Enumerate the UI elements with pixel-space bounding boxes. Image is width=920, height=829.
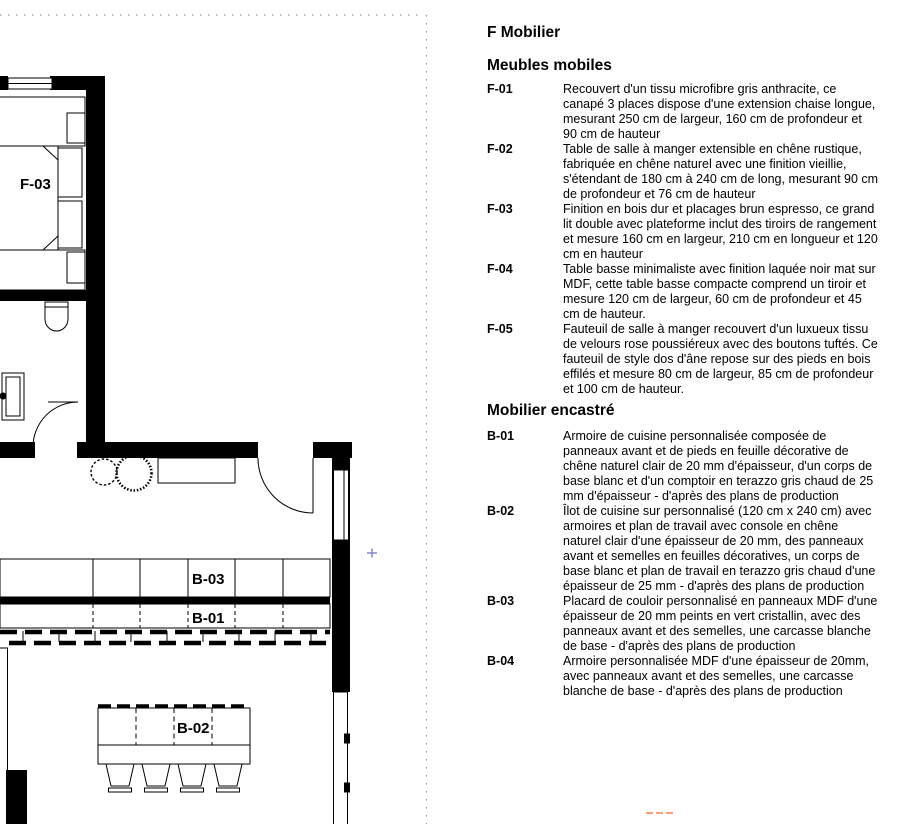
spec-item-f02	[487, 142, 893, 202]
meubles-mobiles-list	[487, 82, 893, 397]
spec-item-f01	[487, 82, 893, 142]
spec-item-f05	[487, 322, 893, 397]
stool	[106, 764, 134, 786]
legend-title: F Mobilier	[487, 24, 561, 41]
spec-code: F-03	[487, 202, 513, 216]
bath-door-arc	[33, 402, 78, 447]
window-mullion-1	[345, 734, 350, 743]
spec-description: Fauteuil de salle à manger recouvert d'un luxueux tissu de velours rose poussiéreux avec des boutons tuftés. Ce fauteuil de style dos d'âne repose sur des pieds en bois effilés et mesure 80 cm de largeur, 85 cm de profondeur et 100 cm de hauteur.	[563, 322, 878, 396]
sink-faucet	[0, 393, 6, 399]
stool-base	[181, 788, 204, 792]
dresser-inner	[67, 113, 85, 143]
wall-bath-divider	[0, 290, 86, 301]
nightstand-bottom	[58, 201, 82, 248]
spec-code: B-04	[487, 654, 515, 668]
legend-panel	[487, 0, 893, 699]
spec-description: Recouvert d'un tissu microfibre gris anthracite, ce canapé 3 places dispose d'une extension chaise longue, mesurant 250 cm de largeur, 160 cm de profondeur et 90 cm de hauteur	[563, 82, 876, 141]
wall-top-stub	[0, 76, 8, 90]
spec-item-b01	[487, 429, 893, 504]
bed-foot-inner	[67, 252, 85, 283]
spec-item-b02	[487, 504, 893, 594]
counter-label: B-01	[192, 610, 225, 627]
mobilier-encastre-list	[487, 429, 893, 699]
nightstand-top	[58, 148, 82, 197]
sink-basin	[6, 377, 20, 416]
spec-code: F-05	[487, 322, 513, 336]
corridor	[91, 456, 313, 514]
stool	[214, 764, 242, 786]
island-worktop	[98, 745, 250, 764]
spec-description: Finition en bois dur et placages brun espresso, ce grand lit double avec plateforme inclut des tiroirs de rangement et mesure 160 cm en largeur, 210 cm en longueur et 120 cm en hauteur	[563, 202, 878, 261]
spec-code: B-03	[487, 594, 515, 608]
wall-bottom-left	[6, 770, 27, 824]
stool-base	[145, 788, 168, 792]
wall-corridor-top	[77, 442, 258, 458]
spec-item-f03	[487, 202, 893, 262]
spec-code: B-02	[487, 504, 515, 518]
spec-item-f04	[487, 262, 893, 322]
bed-label: F-03	[20, 176, 51, 193]
spec-description: Armoire personnalisée MDF d'une épaisseur de 20mm, avec panneaux avant et des semelles, une carcasse blanche de base - d'après des plans de production	[563, 654, 869, 698]
closet-label: B-03	[192, 571, 225, 588]
island-label: B-02	[177, 720, 210, 737]
spec-code: F-02	[487, 142, 513, 156]
plant-icon	[91, 459, 117, 485]
kitchen-island	[98, 706, 250, 792]
toilet	[45, 302, 68, 331]
corridor-door-arc	[258, 458, 313, 513]
spec-description: Table de salle à manger extensible en chêne rustique, fabriquée en chêne naturel avec une finition vieillie, s'étendant de 180 cm à 240 cm de long, mesurant 90 cm de profondeur et 76 cm de hauteur	[563, 142, 879, 201]
window-mullion-2	[345, 783, 350, 792]
spec-code: B-01	[487, 429, 515, 443]
bed	[0, 146, 58, 250]
plant-icon	[117, 456, 152, 491]
window-right-upper	[334, 470, 349, 540]
orange-dash-marker	[646, 812, 673, 814]
bedroom-furniture	[0, 97, 85, 290]
stool-base	[109, 788, 132, 792]
closet-outline	[0, 559, 330, 597]
kitchen-counter	[0, 604, 330, 643]
spec-code: F-04	[487, 262, 513, 276]
cursor-cross-icon	[367, 549, 377, 558]
stool	[178, 764, 206, 786]
spec-item-b04	[487, 654, 893, 699]
section-heading-meubles-mobiles: Meubles mobiles	[487, 57, 612, 74]
bathroom-fixtures	[0, 302, 78, 447]
spec-code: F-01	[487, 82, 513, 96]
stool-base	[217, 788, 240, 792]
wall-vertical-main	[86, 88, 105, 458]
stool	[142, 764, 170, 786]
wall-top	[50, 76, 105, 90]
closet-row	[0, 559, 330, 597]
counter-outline	[0, 604, 330, 628]
wall-bath-bottom	[0, 442, 35, 458]
spec-description: Placard de couloir personnalisé en panneaux MDF d'une épaisseur de 20 mm peints en vert cristallin, avec des panneaux avant et des semelles, une carcasse blanche de base - d'après des plans de production	[563, 594, 878, 653]
spec-description: Armoire de cuisine personnalisée composée de panneaux avant et de pieds en feuille décorative de chêne naturel clair de 20 mm d'épaisseur, d'un corps de base blanc et d'un comptoir en terazzo gris chaud de 25 mm d'épaisseur - d'après des plans de production	[563, 429, 874, 503]
bench	[158, 458, 235, 483]
spec-description: Îlot de cuisine sur personnalisé (120 cm x 240 cm) avec armoires et plan de travail avec console en chêne naturel clair d'une épaisseur de 20 mm, des panneaux avant et semelles en feuilles décoratives, un corps de base blanc et plan de travail en terazzo gris chaud d'une épaisseur de 25 mm - d'après des plans de production	[563, 504, 876, 593]
spec-item-b03	[487, 594, 893, 654]
spec-description: Table basse minimaliste avec finition laquée noir mat sur MDF, cette table basse compacte comprend un tiroir et mesure 120 cm de largeur, 60 cm de profondeur et 45 cm de hauteur.	[563, 262, 876, 321]
section-heading-mobilier-encastre: Mobilier encastré	[487, 402, 615, 419]
